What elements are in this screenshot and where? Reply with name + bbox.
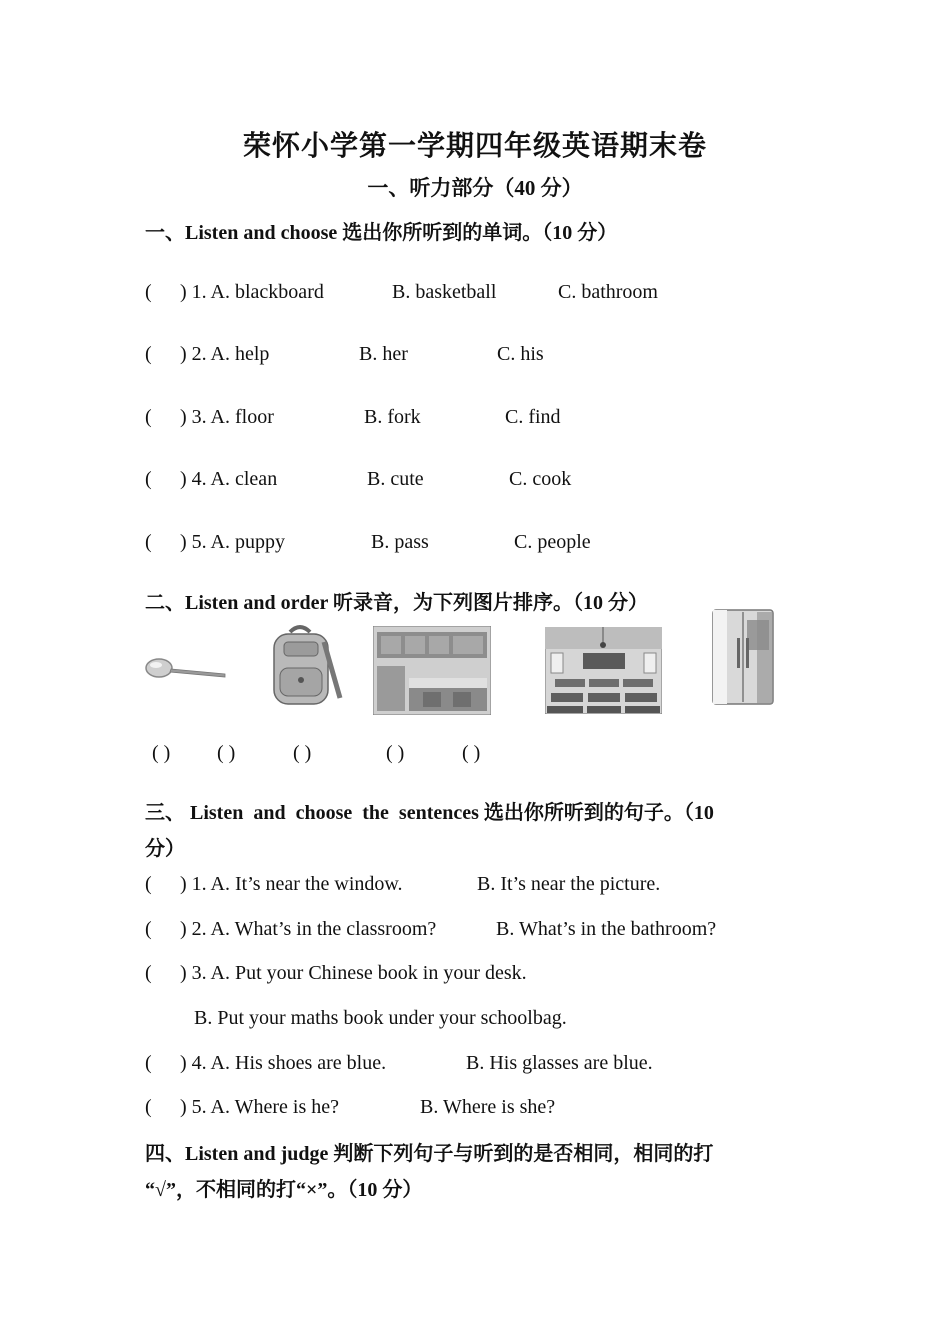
s3-q5-a: ) 5. A. Where is he? <box>180 1096 340 1118</box>
s3-q2-paren: ( <box>145 918 152 940</box>
s3-q3-a: ) 3. A. Put your Chinese book in your desk. <box>180 962 527 984</box>
page-title: 荣怀小学第一学期四年级英语期末卷 <box>242 131 707 162</box>
s3-q3-paren: ( <box>145 962 152 984</box>
s3-q2-b: B. What’s in the bathroom? <box>496 918 717 940</box>
s1-q5-a: ) 5. A. puppy <box>180 531 285 553</box>
s3-q2-a: ) 2. A. What’s in the classroom? <box>180 918 437 940</box>
section4-heading-line1: 四、Listen and judge 判断下列句子与听到的是否相同，相同的打 <box>145 1143 714 1165</box>
order-blank-1[interactable]: ( ) <box>152 742 171 764</box>
s1-q4-paren: ( <box>145 468 152 490</box>
s1-q5-c: C. people <box>514 531 591 553</box>
s1-q2-b: B. her <box>359 343 408 365</box>
s1-q3-c: C. find <box>505 406 561 428</box>
section3-heading-line1: 三、 Listen and choose the sentences 选出你所听到的句子。（10 <box>145 802 714 824</box>
s3-q5-b: B. Where is she? <box>420 1096 556 1118</box>
section4-heading-line2: “√”，不相同的打“×”。（10 分） <box>145 1179 423 1201</box>
s1-q3-a: ) 3. A. floor <box>180 406 274 428</box>
order-blank-2[interactable]: ( ) <box>217 742 236 764</box>
s1-q1-a: ) 1. A. blackboard <box>180 281 324 303</box>
s1-q1-c: C. bathroom <box>558 281 658 303</box>
s3-q3-b: B. Put your maths book under your schoolbag. <box>194 1007 567 1029</box>
s3-q4-b: B. His glasses are blue. <box>466 1052 653 1074</box>
s1-q1-paren: ( <box>145 281 152 303</box>
s1-q4-a: ) 4. A. clean <box>180 468 278 490</box>
s1-q1-b: B. basketball <box>392 281 497 303</box>
s1-q5-paren: ( <box>145 531 152 553</box>
s1-q4-b: B. cute <box>367 468 424 490</box>
s1-q2-a: ) 2. A. help <box>180 343 270 365</box>
section1-heading: 一、Listen and choose 选出你所听到的单词。（10 分） <box>145 222 618 244</box>
fridge-image <box>709 608 775 706</box>
s3-q4-paren: ( <box>145 1052 152 1074</box>
spoon-image <box>143 650 229 690</box>
s3-q4-a: ) 4. A. His shoes are blue. <box>180 1052 387 1074</box>
s3-q1-paren: ( <box>145 873 152 895</box>
section2-heading: 二、Listen and order 听录音，为下列图片排序。（10 分） <box>145 592 648 614</box>
order-blank-3[interactable]: ( ) <box>293 742 312 764</box>
kitchen-image <box>373 626 491 715</box>
s3-q5-paren: ( <box>145 1096 152 1118</box>
s1-q3-paren: ( <box>145 406 152 428</box>
s1-q3-b: B. fork <box>364 406 421 428</box>
order-blank-4[interactable]: ( ) <box>386 742 405 764</box>
s3-q1-a: ) 1. A. It’s near the window. <box>180 873 403 895</box>
order-blank-5[interactable]: ( ) <box>462 742 481 764</box>
s3-q1-b: B. It’s near the picture. <box>477 873 661 895</box>
s1-q4-c: C. cook <box>509 468 572 490</box>
part-heading: 一、听力部分（40 分） <box>367 176 583 200</box>
schoolbag-image <box>260 624 344 708</box>
classroom-image <box>545 627 662 714</box>
s1-q5-b: B. pass <box>371 531 429 553</box>
s1-q2-c: C. his <box>497 343 544 365</box>
s1-q2-paren: ( <box>145 343 152 365</box>
section3-heading-line2: 分） <box>145 838 185 860</box>
